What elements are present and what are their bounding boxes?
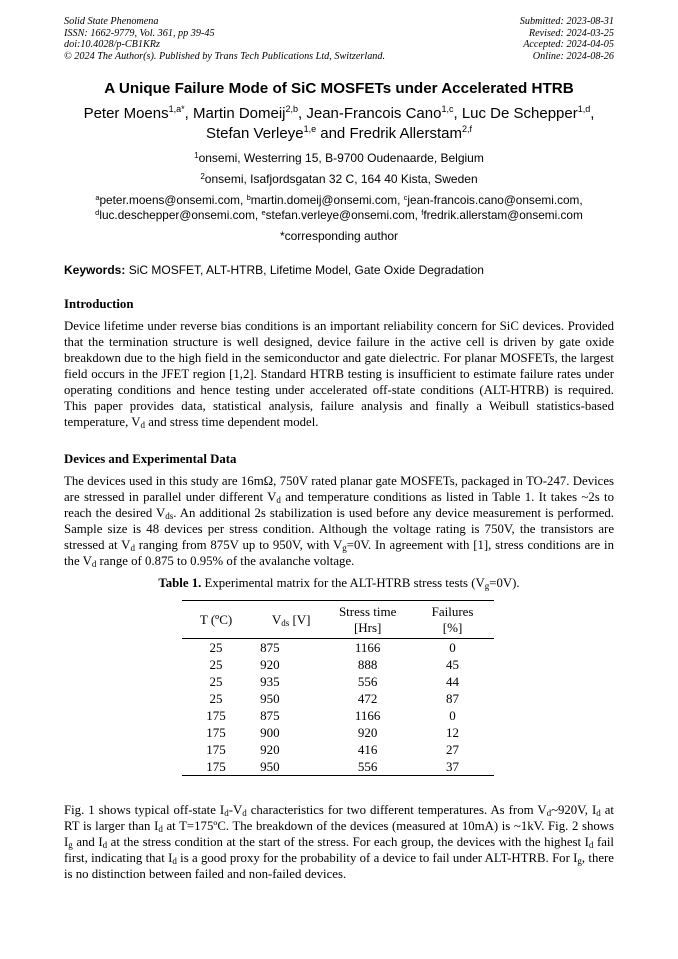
devices-paragraph: The devices used in this study are 16mΩ, 750V rated planar gate MOSFETs, packaged in TO-247. Devices are stressed in parallel under different $V_d$ and temperature conditions as listed in Table 1. It takes ~2s to reach the desired $V_{ds}$. An additional 2s stabilization is used before any device measurement is performed. Sample size is 48 devices per stress condition. Although the voltage rating is 750V, the transistors are stressed at $V_d$ ranging from 875V up to 950V, with $V_g=0V$. In agreement with [1], stress conditions are in the $V_d$ range of 0.875 to 0.95% of the avalanche voltage.	[64, 474, 614, 569]
table-caption-label: Table 1.	[158, 576, 202, 590]
col-header-failures: Failures [%]	[431, 604, 474, 635]
email: $^f$fredrik.allerstam@onsemi.com	[421, 207, 583, 222]
keywords-label: Keywords:	[64, 263, 126, 277]
journal-name: Solid State Phenomena	[64, 16, 159, 27]
author: Peter Moens$^{1,a*}$,	[83, 104, 193, 122]
col-header-stress-time: Stress time [Hrs]	[338, 604, 397, 635]
experimental-matrix-table	[182, 600, 494, 776]
author-list	[60, 104, 618, 144]
author: Stefan Verleye$^{1,e}$ and	[205, 124, 350, 142]
table-row: 175 950 556 37	[182, 758, 494, 776]
author: Jean-Francois Cano$^{1,c}$,	[306, 104, 462, 122]
col-header-vds: $V_{ds}$ [V]	[271, 612, 311, 628]
journal-info	[64, 16, 385, 62]
affiliation-2: $^2$onsemi, Isafjordsgatan 32 C, 164 40 Kista, Sweden	[200, 172, 478, 186]
table-row: 25 935 556 44	[209, 674, 460, 689]
introduction-paragraph: Device lifetime under reverse bias conditions is an important reliability concern for SiC devices. Provided that the termination structure is well designed, device failure in the active cell is driven by gate oxide breakdown due to the high field in the semiconductor and gate dielectric. For planar MOSFETs, the largest field occurs in the JFET region [1,2]. Standard HTRB testing is insufficient to estimate failure rates under operating conditions and hence testing under accelerated off-state conditions (ALT-HTRB) is required. This paper provides data, statistical analysis, failure analysis and finally a Weibull statistics-based temperature, $V_d$ and stress time dependent model.	[64, 319, 614, 430]
figure-discussion-paragraph: Fig. 1 shows typical off-state $I_d-V_d$ characteristics for two different temperatures. As from $V_d\sim 920V$, $I_d$ at RT is larger than $I_d$ at T=175ºC. The breakdown of the devices (measured at 10mA) is ~1kV. Fig. 2 shows $I_g$ and $I_d$ at the stress condition at the start of the stress. For each group, the devices with the highest $I_d$ fail first, indicating that $I_d$ is a good proxy for the probability of a device to fail under ALT-HTRB. For $I_g$, there is no distinction between failed and non-failed devices.	[64, 803, 614, 881]
email: $^e$stefan.verleye@onsemi.com,	[261, 207, 422, 222]
table-row: 25 950 472 87	[209, 691, 460, 706]
table-row: 175 920 416 27	[206, 742, 460, 757]
section-heading-devices: Devices and Experimental Data	[64, 452, 237, 466]
table-row: 175 875 1166 0	[206, 708, 456, 723]
journal-doi: doi:10.4028/p-CB1KRz	[64, 39, 160, 51]
table-caption: Table 1. Experimental matrix for the ALT-HTRB stress tests $(V_g=0V)$.	[158, 576, 520, 591]
section-heading-introduction: Introduction	[64, 297, 134, 311]
corresponding-author-note: *corresponding author	[279, 229, 399, 243]
publication-dates	[520, 16, 614, 62]
journal-issn: ISSN: 1662-9779, Vol. 361, pp 39-45	[64, 27, 215, 39]
author: Martin Domeij$^{2,b}$,	[192, 104, 307, 122]
date-accepted: Accepted: 2024-04-05	[523, 39, 614, 51]
author: Fredrik Allerstam$^{2,f}$	[349, 124, 472, 142]
email: $^d$luc.deschepper@onsemi.com,	[95, 207, 262, 222]
affiliation-1: $^1$onsemi, Westerring 15, B-9700 Oudenaarde, Belgium	[194, 151, 484, 165]
table-row: 175 900 920 12	[206, 725, 460, 740]
date-online: Online: 2024-08-26	[532, 50, 614, 62]
keywords	[64, 263, 484, 277]
email: $^c$jean-francois.cano@onsemi.com,	[403, 193, 583, 207]
paper-title: A Unique Failure Mode of SiC MOSFETs under Accelerated HTRB	[104, 80, 574, 97]
keywords-text: SiC MOSFET, ALT-HTRB, Lifetime Model, Gate Oxide Degradation	[128, 263, 484, 277]
table-row: 25 875 1166 0	[209, 640, 456, 655]
journal-copyright: © 2024 The Author(s). Published by Trans Tech Publications Ltd, Switzerland.	[64, 50, 386, 62]
table-header-row	[182, 601, 494, 639]
author: Luc De Schepper$^{1,d}$,	[461, 104, 595, 122]
email: $^b$martin.domeij@onsemi.com,	[246, 193, 404, 207]
author-emails	[30, 193, 648, 222]
date-revised: Revised: 2024-03-25	[528, 27, 614, 39]
email: $^a$peter.moens@onsemi.com,	[95, 193, 247, 207]
table-row: 25 920 888 45	[209, 657, 460, 672]
col-header-temperature: T (ºC)	[199, 612, 233, 627]
date-submitted: Submitted: 2023-08-31	[519, 16, 614, 27]
